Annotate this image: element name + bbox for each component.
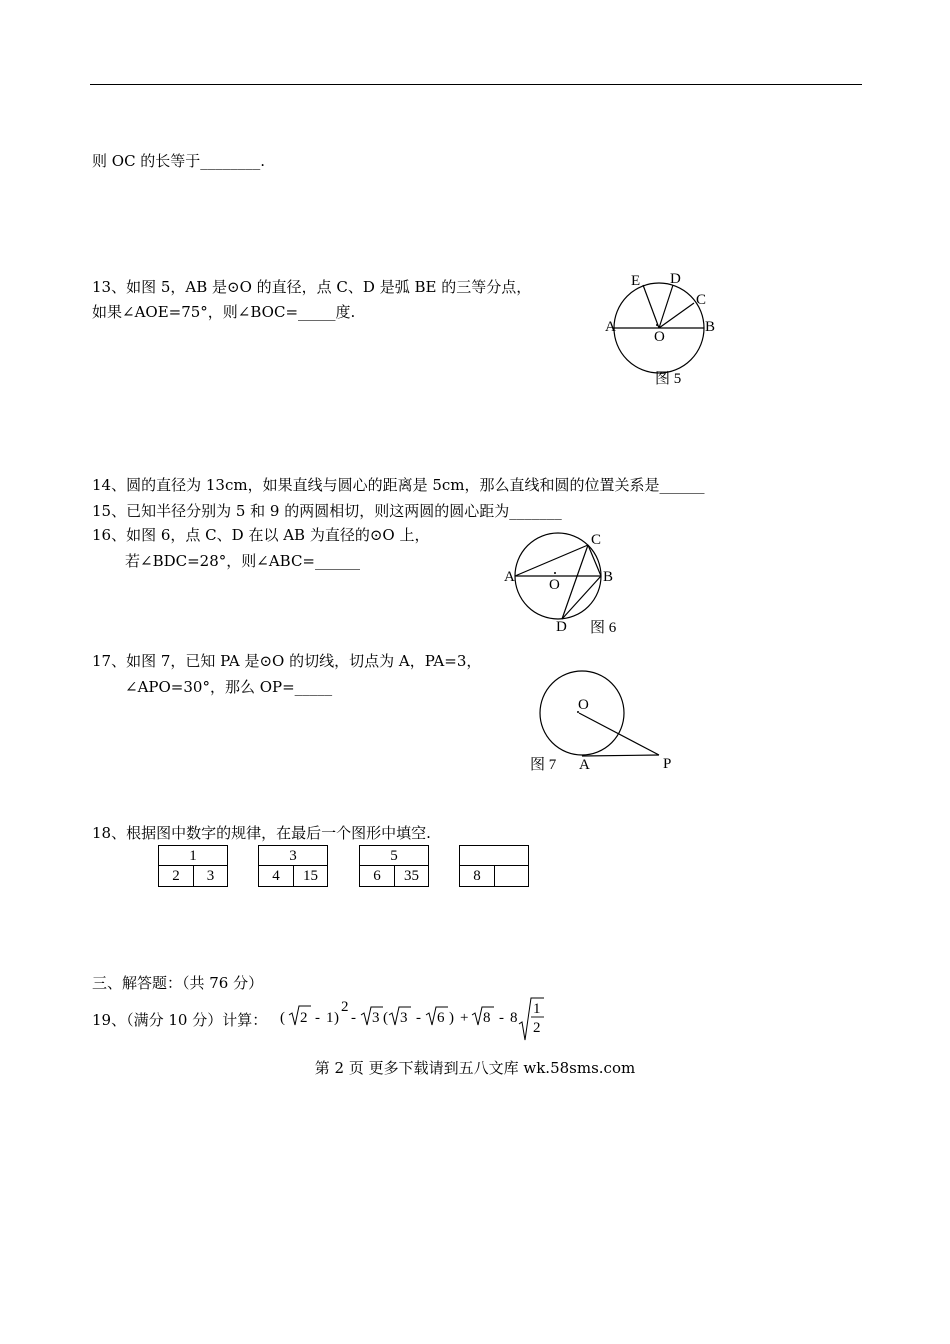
svg-text:-: - [315, 1010, 320, 1026]
svg-text:+: + [460, 1010, 469, 1026]
box3-left: 6 [360, 866, 395, 886]
fig6-label-o: O [549, 577, 560, 593]
fig5-label-d: D [670, 271, 681, 287]
q17-line1: 17、如图 7，已知 PA 是⊙O 的切线，切点为 A，PA=3， [92, 652, 482, 670]
svg-text:1: 1 [533, 1001, 541, 1017]
fig5-label-c: C [696, 292, 707, 308]
fig7-label-a: A [579, 757, 590, 773]
q15-text: 15、已知半径分别为 5 和 9 的两圆相切，则这两圆的圆心距为_______ [92, 502, 562, 520]
box4-left: 8 [460, 866, 495, 886]
fig5-label-o: O [654, 329, 665, 345]
fig5-radius-od [659, 285, 673, 328]
svg-text:8: 8 [510, 1010, 518, 1026]
figure-5 [596, 266, 736, 391]
q17-line2: ∠APO=30°，那么 OP=_____ [125, 678, 333, 696]
figure-6 [500, 528, 630, 640]
svg-text:-: - [351, 1010, 356, 1026]
box3-top: 5 [360, 846, 428, 866]
q16-line2: 若∠BDC=28°，则∠ABC=______ [125, 552, 360, 570]
fig6-chord-ac [515, 545, 588, 576]
section3-heading: 三、解答题：（共 76 分） [92, 974, 264, 992]
box4-right-blank [495, 866, 528, 886]
fig7-circle [540, 671, 624, 755]
box1-left: 2 [159, 866, 194, 886]
fig6-chord-cb [588, 545, 601, 576]
box1-right: 3 [206, 868, 215, 884]
page-footer: 第 2 页 更多下载请到五八文库 wk.58sms.com [314, 1059, 636, 1077]
pattern-box-1 [158, 845, 228, 887]
fig5-radius-oe [643, 285, 659, 328]
fig6-label-a: A [504, 569, 515, 585]
svg-text:(: ( [280, 1010, 285, 1026]
fig7-caption: 图 7 [530, 757, 557, 773]
svg-text:): ) [449, 1010, 454, 1026]
svg-text:): ) [334, 1010, 339, 1026]
pattern-box-3 [359, 845, 429, 887]
svg-text:2: 2 [300, 1010, 308, 1026]
q14-text: 14、圆的直径为 13cm，如果直线与圆心的距离是 5cm，那么直线和圆的位置关系是______ [92, 476, 705, 494]
box3-right: 35 [404, 868, 419, 884]
svg-text:6: 6 [437, 1010, 445, 1026]
fig5-center-dot [656, 324, 658, 326]
fig6-label-c: C [591, 532, 602, 548]
fig7-label-p: P [663, 756, 672, 772]
svg-text:-: - [499, 1010, 504, 1026]
svg-text:2: 2 [533, 1020, 541, 1036]
fig6-chord-cd [562, 545, 588, 619]
header-rule [90, 84, 862, 85]
q16-line1: 16、如图 6，点 C、D 在以 AB 为直径的⊙O 上， [92, 526, 430, 544]
q19-formula [280, 996, 550, 1042]
box1-top: 1 [159, 846, 227, 866]
svg-text:2: 2 [341, 999, 349, 1015]
box2-left: 4 [259, 866, 294, 886]
svg-text:(: ( [383, 1010, 388, 1026]
q13-line2: 如果∠AOE=75°，则∠BOC=_____度. [92, 303, 356, 321]
figure-7 [525, 668, 685, 776]
fig7-tangent-ap [582, 755, 659, 756]
pattern-box-2 [258, 845, 328, 887]
q19-prefix: 19、（满分 10 分）计算： [92, 1011, 268, 1029]
svg-text:8: 8 [483, 1010, 491, 1026]
box4-top [460, 846, 528, 866]
fig7-label-o: O [578, 697, 589, 713]
q13-line1: 13、如图 5，AB 是⊙O 的直径，点 C、D 是弧 BE 的三等分点， [92, 278, 532, 296]
fig6-center-dot [554, 572, 556, 574]
pattern-box-4 [459, 845, 529, 887]
q18-text: 18、根据图中数字的规律，在最后一个图形中填空. [92, 824, 431, 842]
svg-text:-: - [416, 1010, 421, 1026]
fig6-caption: 图 6 [590, 620, 617, 636]
svg-text:3: 3 [400, 1010, 408, 1026]
fig5-caption: 图 5 [655, 371, 682, 387]
fig5-label-e: E [631, 273, 641, 289]
fig5-label-b: B [705, 319, 716, 335]
fig5-label-a: A [605, 319, 616, 335]
box2-right: 15 [303, 868, 318, 884]
svg-text:1: 1 [326, 1010, 334, 1026]
fig7-line-op [579, 713, 659, 755]
fig6-label-b: B [603, 569, 614, 585]
svg-text:3: 3 [372, 1010, 380, 1026]
box2-top: 3 [259, 846, 327, 866]
fig5-radius-oc [659, 303, 694, 328]
fig6-label-d: D [556, 619, 567, 635]
q12-tail: 则 OC 的长等于________. [92, 152, 266, 170]
